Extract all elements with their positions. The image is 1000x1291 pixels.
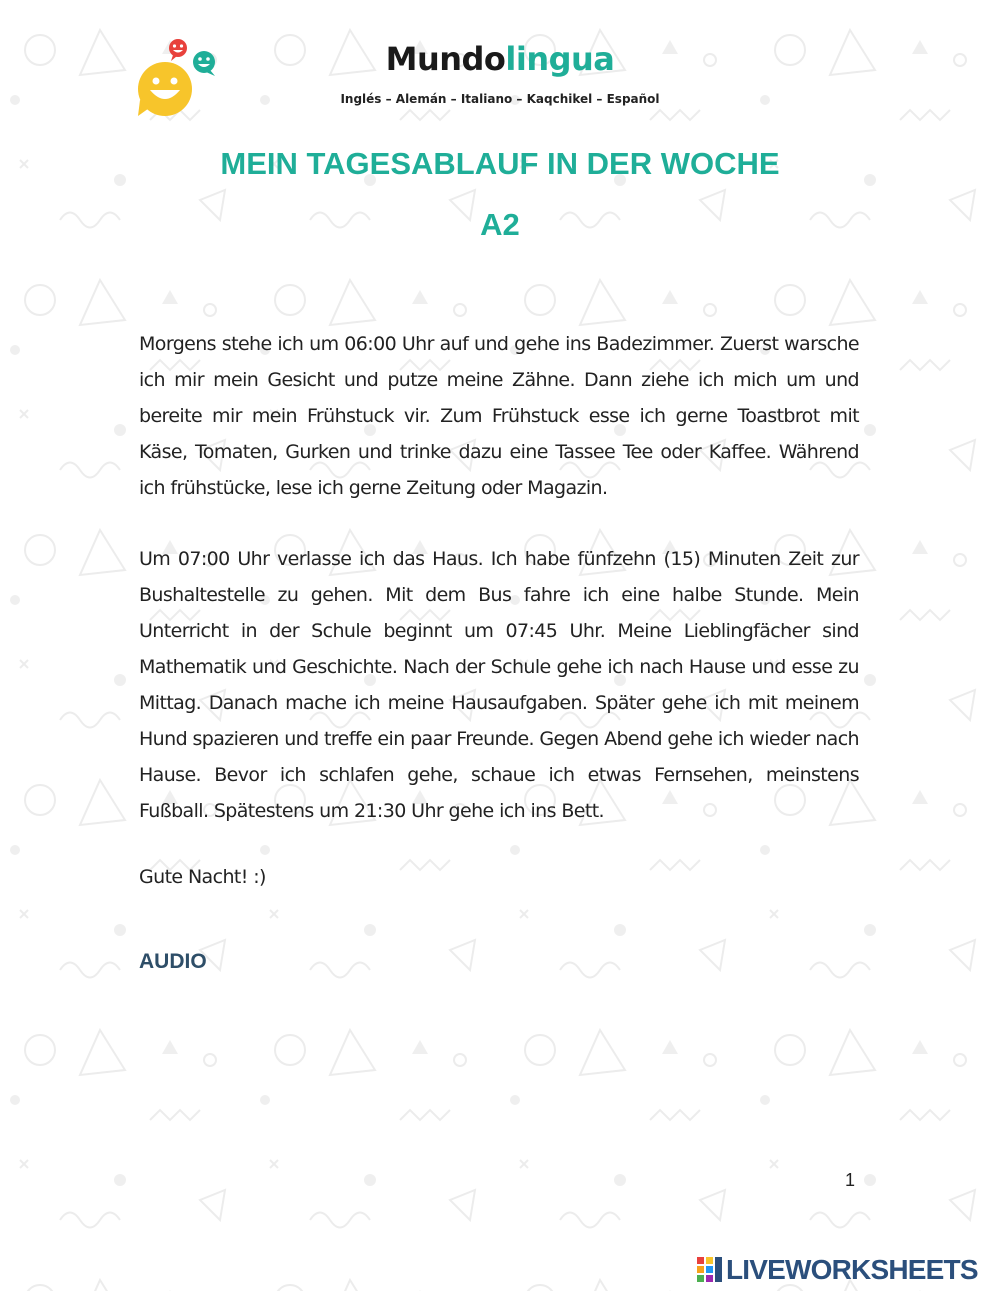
brand-part-lingua: lingua xyxy=(505,40,615,78)
level-label: A2 xyxy=(480,207,520,242)
languages-tagline: Inglés – Alemán – Italiano – Kaqchikel – Español xyxy=(340,92,660,106)
paragraph-morning: Morgens stehe ich um 06:00 Uhr auf und gehe ins Badezimmer. Zuerst warsche ich mir mein Gesicht und putze meine Zähne. Dann ziehe ich mich um und bereite mir mein Frühstuck vir. Zum Frühstuck esse ich gerne Toastbrot mit Käse, Tomaten, Gurken und trinke dazu eine Tassee Tee oder Kaffee. Während ich frühstücke, lese ich gerne Zeitung oder Magazin. xyxy=(139,333,859,499)
page-number: 1 xyxy=(845,1170,856,1190)
closing-line: Gute Nacht! :) xyxy=(139,866,266,888)
page-title: MEIN TAGESABLAUF IN DER WOCHE xyxy=(220,146,780,181)
brand-logo-text xyxy=(300,40,700,78)
liveworksheets-watermark xyxy=(697,1254,978,1286)
smiley-speech-bubbles-icon xyxy=(136,36,220,118)
liveworksheets-text: LIVEWORKSHEETS xyxy=(726,1254,978,1285)
audio-label[interactable]: AUDIO xyxy=(139,950,207,973)
brand-part-mundo: Mundo xyxy=(385,40,506,78)
liveworksheets-logo-icon xyxy=(697,1257,723,1283)
paragraph-day: Um 07:00 Uhr verlasse ich das Haus. Ich habe fünfzehn (15) Minuten Zeit zur Bushaltestelle zu gehen. Mit dem Bus fahre ich eine halbe Stunde. Mein Unterricht in der Schule beginnt um 07:45 Uhr. Meine Lieblingfächer sind Mathematik und Geschichte. Nach der Schule gehe ich nach Hause und esse zu Mittag. Danach mache ich meine Hausaufgaben. Später gehe ich mit meinem Hund spazieren und treffe ein paar Freunde. Gegen Abend gehe ich wieder nach Hause. Bevor ich schlafen gehe, schaue ich etwas Fernsehen, meinstens Fußball. Spätestens um 21:30 Uhr gehe ich ins Bett. xyxy=(139,548,859,822)
